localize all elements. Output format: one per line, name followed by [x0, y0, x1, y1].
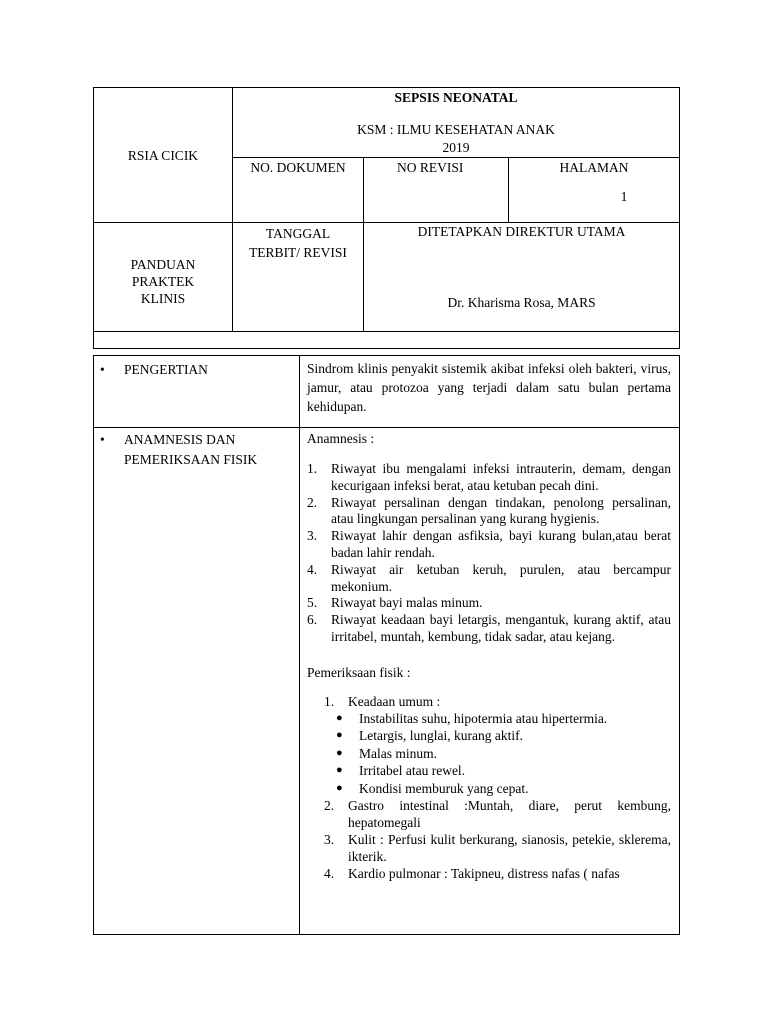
keadaan-umum-list — [307, 710, 671, 798]
bullet: ● — [336, 746, 343, 759]
item-number: 3. — [307, 528, 318, 544]
item-text: Instabilitas suhu, hipotermia atau hipertermia. — [359, 710, 608, 726]
list-item — [307, 727, 671, 745]
pengertian-text: Sindrom klinis penyakit sistemik akibat infeksi oleh bakteri, virus, jamur, atau protozoa yang terjadi dalam satu bulan pertama kehidupan. — [307, 361, 671, 414]
item-text: Riwayat bayi malas minum. — [331, 595, 483, 611]
item-number: 4. — [307, 561, 318, 577]
list-item — [307, 780, 671, 798]
pengertian-label-cell — [94, 356, 300, 428]
item-text: Kardio pulmonar : Takipneu, distress nafas ( nafas — [348, 866, 620, 882]
halaman-cell — [509, 158, 680, 223]
list-item — [307, 562, 671, 596]
body-table — [93, 355, 680, 935]
document-frame — [93, 87, 679, 935]
tanggal-cell — [233, 223, 364, 332]
list-item — [307, 797, 671, 831]
list-item — [307, 461, 671, 495]
panduan-line1: PANDUAN — [130, 256, 196, 272]
list-item — [307, 595, 671, 612]
item-number: 6. — [307, 612, 318, 628]
item-text: Letargis, lunglai, kurang aktif. — [359, 728, 523, 744]
pemeriksaan-list-continued — [307, 797, 671, 882]
list-item — [307, 612, 671, 646]
bullet: ● — [336, 729, 343, 742]
tanggal-line2: TERBIT/ REVISI — [249, 245, 347, 260]
bullet: • — [100, 362, 105, 377]
spacer-row — [94, 332, 680, 349]
pengertian-row — [94, 356, 680, 428]
no-revisi-label: NO REVISI — [397, 160, 464, 175]
list-item — [307, 865, 671, 882]
pengertian-label: PENGERTIAN — [124, 362, 208, 377]
list-item — [307, 693, 671, 710]
bullet: ● — [336, 781, 343, 794]
pemeriksaan-heading: Pemeriksaan fisik : — [307, 664, 411, 680]
list-item — [307, 495, 671, 529]
hospital-name: RSIA CICIK — [127, 148, 199, 163]
anamnesis-row — [94, 428, 680, 935]
no-dokumen-label: NO. DOKUMEN — [250, 160, 346, 175]
anamnesis-label-line2: PEMERIKSAAN FISIK — [124, 452, 258, 467]
list-item — [307, 528, 671, 562]
no-revisi-cell — [364, 158, 509, 223]
item-number: 2. — [324, 798, 335, 814]
item-text: Riwayat persalinan dengan tindakan, penolong persalinan, atau lingkungan persalinan yang kurang hygienis. — [331, 494, 671, 527]
item-text: Keadaan umum : — [348, 693, 441, 709]
no-dokumen-cell — [233, 158, 364, 223]
ditetapkan-label: DITETAPKAN DIREKTUR UTAMA — [417, 224, 626, 239]
halaman-value: 1 — [620, 189, 628, 204]
item-number: 4. — [324, 866, 335, 882]
item-text: Riwayat keadaan bayi letargis, mengantuk, kurang aktif, atau irritabel, muntah, kembung, tidak sadar, atau kejang. — [331, 612, 671, 644]
item-number: 1. — [324, 693, 335, 709]
item-number: 5. — [307, 595, 318, 611]
anamnesis-list — [307, 461, 671, 646]
item-number: 2. — [307, 494, 318, 510]
anamnesis-label-line1: ANAMNESIS DAN — [124, 432, 236, 447]
item-number: 1. — [307, 461, 318, 476]
item-text: Malas minum. — [359, 745, 437, 761]
item-text: Irritabel atau rewel. — [359, 763, 466, 779]
panduan-line3: KLINIS — [140, 290, 186, 306]
anamnesis-content-cell — [300, 428, 680, 935]
ksm-label: KSM : ILMU KESEHATAN ANAK — [357, 122, 555, 137]
director-name: Dr. Kharisma Rosa, MARS — [447, 295, 596, 310]
anamnesis-label-cell — [94, 428, 300, 935]
pengertian-text-cell — [300, 356, 680, 428]
item-number: 3. — [324, 832, 335, 848]
document-title: SEPSIS NEONATAL — [394, 90, 518, 105]
item-text: Kulit : Perfusi kulit berkurang, sianosis, petekie, sklerema, ikterik. — [348, 832, 671, 865]
list-item — [307, 831, 671, 865]
ditetapkan-cell — [364, 223, 680, 332]
halaman-label: HALAMAN — [559, 160, 629, 175]
list-item — [307, 762, 671, 780]
list-item — [307, 745, 671, 763]
tanggal-line1: TANGGAL — [265, 226, 331, 241]
item-text: Riwayat lahir dengan asfiksia, bayi kurang bulan,atau berat badan lahir rendah. — [331, 528, 671, 560]
panduan-line2: PRAKTEK — [131, 273, 195, 289]
year-label: 2019 — [442, 140, 470, 155]
item-text: Gastro intestinal :Muntah, diare, perut kembung, hepatomegali — [348, 798, 671, 831]
anamnesis-heading: Anamnesis : — [307, 431, 375, 446]
item-text: Kondisi memburuk yang cepat. — [359, 780, 529, 796]
hospital-cell — [94, 88, 233, 223]
pemeriksaan-list — [307, 693, 671, 710]
header-table — [93, 87, 680, 349]
list-item — [307, 710, 671, 728]
panduan-cell — [94, 223, 233, 332]
item-text: Riwayat ibu mengalami infeksi intrauterin, demam, dengan kecurigaan infeksi berat, atau ketuban pecah dini. — [331, 461, 671, 493]
item-text: Riwayat air ketuban keruh, purulen, atau bercampur mekonium. — [331, 561, 671, 594]
bullet: ● — [336, 764, 343, 777]
bullet: • — [100, 432, 105, 447]
title-cell — [233, 88, 680, 158]
bullet: ● — [336, 711, 343, 724]
